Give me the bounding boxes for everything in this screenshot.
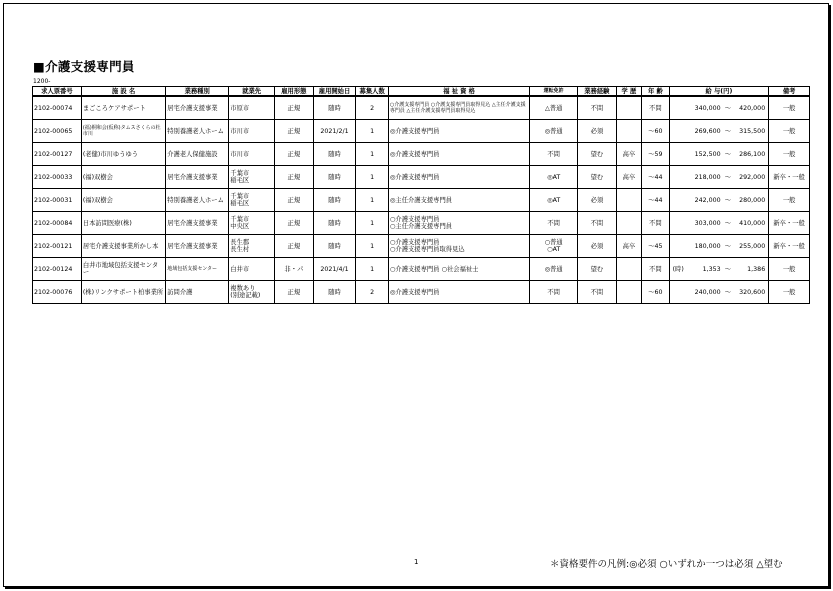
salary-cell [669, 96, 769, 120]
experience-cell: 望む [578, 166, 617, 189]
salary-max: 292,000 [739, 173, 766, 181]
headcount-cell: 1 [356, 189, 389, 212]
qualification-cell: ◎主任介護支援専門員 [388, 189, 529, 212]
qualification-cell: ○介護支援専門員 ○介護支援専門員取得見込 △主任介護支援専門員 △主任介護支援専門員取得見込 [388, 96, 529, 120]
remarks-cell: 一般 [769, 281, 810, 304]
experience-cell: 必須 [578, 235, 617, 258]
qualification-cell: ○介護支援専門員 ○主任介護支援専門員 [388, 212, 529, 235]
job-listing-table [32, 86, 810, 304]
column-header: 業務種別 [166, 87, 229, 97]
column-header: 学 歴 [616, 87, 641, 97]
driver-license-cell: △普通 [530, 96, 578, 120]
employment-type-cell: 正規 [275, 120, 314, 143]
salary-prefix: (時) [672, 265, 684, 273]
facility-name-cell: (株)リンクサポート柏事業所 [81, 281, 165, 304]
salary-cell [669, 120, 769, 143]
workplace-cell: 市原市 [229, 96, 275, 120]
table-row [33, 189, 810, 212]
salary-max: 286,100 [739, 150, 766, 158]
employment-type-cell: 正規 [275, 96, 314, 120]
business-type-cell: 特別養護老人ホーム [166, 189, 229, 212]
facility-name-cell: 居宅介護支援事業所かし本 [81, 235, 165, 258]
remarks-cell: 一般 [769, 258, 810, 281]
age-cell: 不問 [642, 258, 669, 281]
facility-name-cell: (福)双樹会 [81, 166, 165, 189]
salary-range-separator: ～ [724, 288, 732, 296]
workplace-cell: 市川市 [229, 143, 275, 166]
start-date-cell: 随時 [313, 235, 356, 258]
table-row [33, 166, 810, 189]
workplace-cell: 長生郡 長生村 [229, 235, 275, 258]
driver-license-cell: 不問 [530, 281, 578, 304]
salary-min: 180,000 [694, 242, 721, 250]
column-header: 福 祉 資 格 [388, 87, 529, 97]
column-header: 求人票番号 [33, 87, 82, 97]
column-header: 雇用形態 [275, 87, 314, 97]
headcount-cell: 2 [356, 96, 389, 120]
salary-max: 320,600 [739, 288, 766, 296]
start-date-cell: 随時 [313, 281, 356, 304]
driver-license-cell: ◎AT [530, 166, 578, 189]
headcount-cell: 1 [356, 235, 389, 258]
salary-min: 242,000 [694, 196, 721, 204]
salary-range-separator: ～ [724, 219, 732, 227]
experience-cell: 必須 [578, 120, 617, 143]
job-number-cell: 2102-00074 [33, 96, 82, 120]
salary-min: 152,500 [694, 150, 721, 158]
table-row [33, 258, 810, 281]
experience-cell: 不問 [578, 281, 617, 304]
employment-type-cell: 正規 [275, 189, 314, 212]
employment-type-cell: 正規 [275, 166, 314, 189]
business-type-cell: 居宅介護支援事業 [166, 166, 229, 189]
qualification-cell: ◎介護支援専門員 [388, 120, 529, 143]
salary-cell [669, 235, 769, 258]
facility-name-cell: 日本訪問医療(株) [81, 212, 165, 235]
qualification-cell: ◎介護支援専門員 [388, 143, 529, 166]
salary-max: 255,000 [739, 242, 766, 250]
table-row [33, 212, 810, 235]
age-cell: 不問 [642, 96, 669, 120]
experience-cell: 望む [578, 143, 617, 166]
job-number-cell: 2102-00031 [33, 189, 82, 212]
workplace-cell: 千葉市 中央区 [229, 212, 275, 235]
business-type-cell: 訪問介護 [166, 281, 229, 304]
salary-max: 410,000 [739, 219, 766, 227]
age-cell: ～60 [642, 120, 669, 143]
salary-cell [669, 258, 769, 281]
driver-license-cell: ◎普通 [530, 258, 578, 281]
headcount-cell: 1 [356, 143, 389, 166]
facility-name-cell: (老健)市川ゆうゆう [81, 143, 165, 166]
age-cell: ～44 [642, 189, 669, 212]
driver-license-cell: ◎AT [530, 189, 578, 212]
salary-range-separator: ～ [724, 265, 732, 273]
job-number-cell: 2102-00127 [33, 143, 82, 166]
education-cell: 高卒 [616, 143, 641, 166]
job-number-cell: 2102-00084 [33, 212, 82, 235]
salary-range-separator: ～ [724, 104, 732, 112]
driver-license-cell: 不問 [530, 212, 578, 235]
facility-name-cell: 白井市地域包括支援センター [81, 258, 165, 281]
education-cell [616, 212, 641, 235]
start-date-cell: 2021/2/1 [313, 120, 356, 143]
business-type-cell: 特別養護老人ホーム [166, 120, 229, 143]
education-cell [616, 281, 641, 304]
remarks-cell: 一般 [769, 143, 810, 166]
column-header: 備考 [769, 87, 810, 97]
headcount-cell: 2 [356, 281, 389, 304]
column-header: 雇用開始日 [313, 87, 356, 97]
table-header-row [33, 87, 810, 97]
workplace-cell: 市川市 [229, 120, 275, 143]
column-header: 業務経験 [578, 87, 617, 97]
column-header: 運転免許 [530, 87, 578, 97]
business-type-cell: 介護老人保健施設 [166, 143, 229, 166]
qualification-cell: ◎介護支援専門員 [388, 166, 529, 189]
experience-cell: 望む [578, 258, 617, 281]
salary-min: 269,600 [694, 127, 721, 135]
salary-cell [669, 212, 769, 235]
education-cell: 高卒 [616, 166, 641, 189]
salary-min: 218,000 [694, 173, 721, 181]
salary-range-separator: ～ [724, 127, 732, 135]
column-header: 募集人数 [356, 87, 389, 97]
page-number: 1 [414, 558, 419, 566]
employment-type-cell: 非・パ [275, 258, 314, 281]
business-type-cell: 居宅介護支援事業 [166, 212, 229, 235]
qualification-cell: ○介護支援専門員 ○介護支援専門員取得見込 [388, 235, 529, 258]
experience-cell: 必須 [578, 189, 617, 212]
column-header: 施 設 名 [81, 87, 165, 97]
workplace-cell: 白井市 [229, 258, 275, 281]
education-cell [616, 120, 641, 143]
age-cell: ～59 [642, 143, 669, 166]
salary-cell [669, 281, 769, 304]
salary-range-separator: ～ [724, 150, 732, 158]
facility-name-cell: (福)桐和会(仮称)タムスさくらの杜 市川 [81, 120, 165, 143]
employment-type-cell: 正規 [275, 235, 314, 258]
remarks-cell: 新卒・一般 [769, 235, 810, 258]
business-type-cell: 居宅介護支援事業 [166, 96, 229, 120]
salary-range-separator: ～ [724, 242, 732, 250]
qualification-cell: ◎介護支援専門員 [388, 281, 529, 304]
start-date-cell: 随時 [313, 166, 356, 189]
job-number-cell: 2102-00065 [33, 120, 82, 143]
salary-range-separator: ～ [724, 173, 732, 181]
remarks-cell: 一般 [769, 189, 810, 212]
table-row [33, 120, 810, 143]
salary-cell [669, 166, 769, 189]
job-number-cell: 2102-00121 [33, 235, 82, 258]
workplace-cell: 複数あり (別途記載) [229, 281, 275, 304]
start-date-cell: 2021/4/1 [313, 258, 356, 281]
workplace-cell: 千葉市 稲毛区 [229, 189, 275, 212]
facility-name-cell: (福)双樹会 [81, 189, 165, 212]
remarks-cell: 新卒・一般 [769, 166, 810, 189]
driver-license-cell: ◎普通 [530, 120, 578, 143]
start-date-cell: 随時 [313, 212, 356, 235]
page-title: ■介護支援専門員 [33, 59, 135, 74]
education-cell [616, 96, 641, 120]
salary-cell [669, 189, 769, 212]
driver-license-cell: 不問 [530, 143, 578, 166]
salary-max: 420,000 [739, 104, 766, 112]
experience-cell: 不問 [578, 96, 617, 120]
education-cell [616, 189, 641, 212]
job-number-cell: 2102-00076 [33, 281, 82, 304]
salary-max: 1,386 [747, 265, 766, 273]
employment-type-cell: 正規 [275, 212, 314, 235]
age-cell: ～60 [642, 281, 669, 304]
experience-cell: 不問 [578, 212, 617, 235]
salary-max: 315,500 [739, 127, 766, 135]
business-type-cell: 居宅介護支援事業 [166, 235, 229, 258]
employment-type-cell: 正規 [275, 281, 314, 304]
education-cell [616, 258, 641, 281]
start-date-cell: 随時 [313, 143, 356, 166]
job-number-cell: 2102-00033 [33, 166, 82, 189]
salary-max: 280,000 [739, 196, 766, 204]
job-number-cell: 2102-00124 [33, 258, 82, 281]
headcount-cell: 1 [356, 212, 389, 235]
column-header: 就業先 [229, 87, 275, 97]
business-type-cell: 地域包括支援センター [166, 258, 229, 281]
category-code: 1200- [33, 78, 51, 85]
education-cell: 高卒 [616, 235, 641, 258]
age-cell: 不問 [642, 212, 669, 235]
qualification-cell: ○介護支援専門員 ○社会福祉士 [388, 258, 529, 281]
age-cell: ～44 [642, 166, 669, 189]
table-row [33, 235, 810, 258]
salary-cell [669, 143, 769, 166]
facility-name-cell: まごころケアサポート [81, 96, 165, 120]
salary-min: 1,353 [702, 265, 721, 273]
headcount-cell: 1 [356, 120, 389, 143]
table-row [33, 143, 810, 166]
headcount-cell: 1 [356, 258, 389, 281]
qualification-legend: ＊資格要件の凡例:◎必須 ○いずれか一つは必須 △望む [550, 559, 783, 570]
start-date-cell: 随時 [313, 189, 356, 212]
remarks-cell: 新卒・一般 [769, 212, 810, 235]
table-row [33, 96, 810, 120]
salary-range-separator: ～ [724, 196, 732, 204]
salary-min: 303,000 [694, 219, 721, 227]
column-header: 年 齢 [642, 87, 669, 97]
remarks-cell: 一般 [769, 96, 810, 120]
driver-license-cell: ○普通 ○AT [530, 235, 578, 258]
remarks-cell: 一般 [769, 120, 810, 143]
column-header: 給 与(円) [669, 87, 769, 97]
table-row [33, 281, 810, 304]
salary-min: 340,000 [694, 104, 721, 112]
age-cell: ～45 [642, 235, 669, 258]
headcount-cell: 1 [356, 166, 389, 189]
employment-type-cell: 正規 [275, 143, 314, 166]
start-date-cell: 随時 [313, 96, 356, 120]
workplace-cell: 千葉市 稲毛区 [229, 166, 275, 189]
salary-min: 240,000 [694, 288, 721, 296]
